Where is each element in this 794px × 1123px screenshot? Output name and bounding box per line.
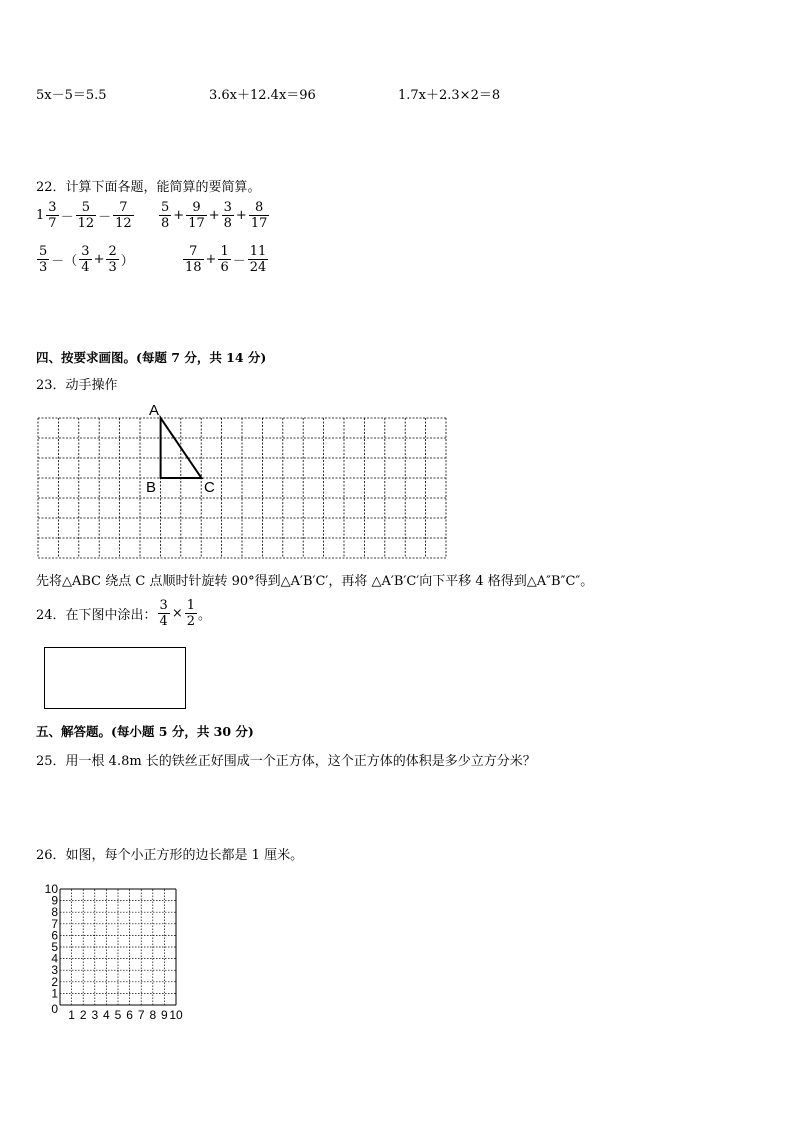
equation-3: 1.7x＋2.3×2＝8 xyxy=(398,88,501,103)
operator: + xyxy=(173,208,185,223)
dotted-grid xyxy=(38,418,446,558)
label-a: A xyxy=(149,402,160,419)
x-axis-labels xyxy=(68,1008,183,1022)
q23-grid-figure xyxy=(36,398,452,564)
x-tick-label: 6 xyxy=(126,1008,133,1022)
label-c: C xyxy=(204,479,215,496)
y-tick-label: 6 xyxy=(51,928,58,943)
x-tick-label: 9 xyxy=(161,1008,168,1022)
fraction: $\frac{3}{7}$ xyxy=(48,200,57,231)
y-tick-label: 9 xyxy=(51,893,58,908)
y-tick-label: 3 xyxy=(51,963,58,978)
operator: － xyxy=(98,210,112,225)
q23-instruction: 先将△ABC 绕点 C 点顺时针旋转 90°得到△A′B′C′，再将 △A′B′C′向下平移 4 格得到△A″B″C″。 xyxy=(36,574,594,589)
y-axis-labels xyxy=(45,882,59,1016)
fraction: $\frac{7}{12}$ xyxy=(115,200,132,231)
q24-title: 24．在下图中涂出： xyxy=(36,608,157,623)
x-tick-label: 3 xyxy=(91,1008,99,1022)
section-5-heading: 五、解答题。(每小题 5 分，共 30 分) xyxy=(36,724,254,739)
period: 。 xyxy=(198,608,212,623)
x-tick-label: 7 xyxy=(137,1008,145,1022)
x-tick-label: 2 xyxy=(79,1008,87,1022)
equation-1: 5x－5＝5.5 xyxy=(36,88,107,103)
fraction: $\frac{5}{12}$ xyxy=(77,200,95,231)
q22-expression-2 xyxy=(158,200,270,231)
y-tick-label: 0 xyxy=(51,1002,58,1016)
operator: × xyxy=(171,606,183,621)
equation-2: 3.6x＋12.4x＝96 xyxy=(209,88,316,103)
fraction: $\frac{1}{6}$ xyxy=(220,244,229,275)
y-tick-label: 7 xyxy=(51,916,58,931)
q26-title: 26．如图，每个小正方形的边长都是 1 厘米。 xyxy=(36,848,304,863)
fraction: $\frac{3}{8}$ xyxy=(223,200,232,231)
fraction: $\frac{5}{8}$ xyxy=(161,200,170,231)
operator: － xyxy=(60,210,74,225)
y-tick-label: 10 xyxy=(44,882,58,896)
q25-title: 25．用一根 4.8m 长的铁丝正好围成一个正方体，这个正方体的体积是多少立方分米？ xyxy=(36,754,536,769)
operator: + xyxy=(235,208,247,223)
q22-title: 22．计算下面各题，能简算的要简算。 xyxy=(36,180,261,195)
operator: + xyxy=(93,252,105,267)
x-tick-label: 4 xyxy=(103,1008,110,1022)
operator: + xyxy=(205,252,217,267)
q23-title: 23．动手操作 xyxy=(36,378,118,393)
fraction: $\frac{11}{24}$ xyxy=(249,244,267,275)
fraction: $\frac{7}{18}$ xyxy=(185,244,202,275)
operator: －（ xyxy=(51,254,78,269)
mixed-whole: 1 xyxy=(36,208,45,223)
operator: － xyxy=(232,254,246,269)
x-tick-label: 8 xyxy=(149,1008,157,1022)
fraction: $\frac{1}{2}$ xyxy=(186,598,196,629)
y-tick-label: 5 xyxy=(51,940,58,954)
fraction: $\frac{5}{3}$ xyxy=(39,244,48,275)
y-tick-label: 1 xyxy=(51,986,58,1001)
operator: + xyxy=(208,208,220,223)
y-tick-label: 8 xyxy=(51,905,58,920)
fraction: $\frac{9}{17}$ xyxy=(188,200,205,231)
q24-line xyxy=(36,598,211,629)
q26-coordinate-grid xyxy=(36,874,196,1024)
operator: ） xyxy=(120,254,134,269)
fraction: $\frac{2}{3}$ xyxy=(108,244,117,275)
fraction: $\frac{3}{4}$ xyxy=(159,598,168,629)
q22-expression-3 xyxy=(36,244,135,275)
coordinate-grid-lines xyxy=(60,889,176,1005)
fraction: $\frac{8}{17}$ xyxy=(250,200,268,231)
y-tick-label: 4 xyxy=(51,951,58,966)
q22-expression-1 xyxy=(36,200,135,231)
x-tick-label: 5 xyxy=(114,1008,122,1022)
y-tick-label: 2 xyxy=(51,974,58,989)
label-b: B xyxy=(146,479,157,496)
q24-rectangle[interactable] xyxy=(44,647,186,709)
x-tick-label: 1 xyxy=(68,1008,75,1022)
section-4-heading: 四、按要求画图。(每题 7 分，共 14 分) xyxy=(36,350,267,365)
x-tick-label: 10 xyxy=(169,1008,183,1022)
q22-expression-4 xyxy=(182,244,269,275)
fraction: $\frac{3}{4}$ xyxy=(81,244,90,275)
